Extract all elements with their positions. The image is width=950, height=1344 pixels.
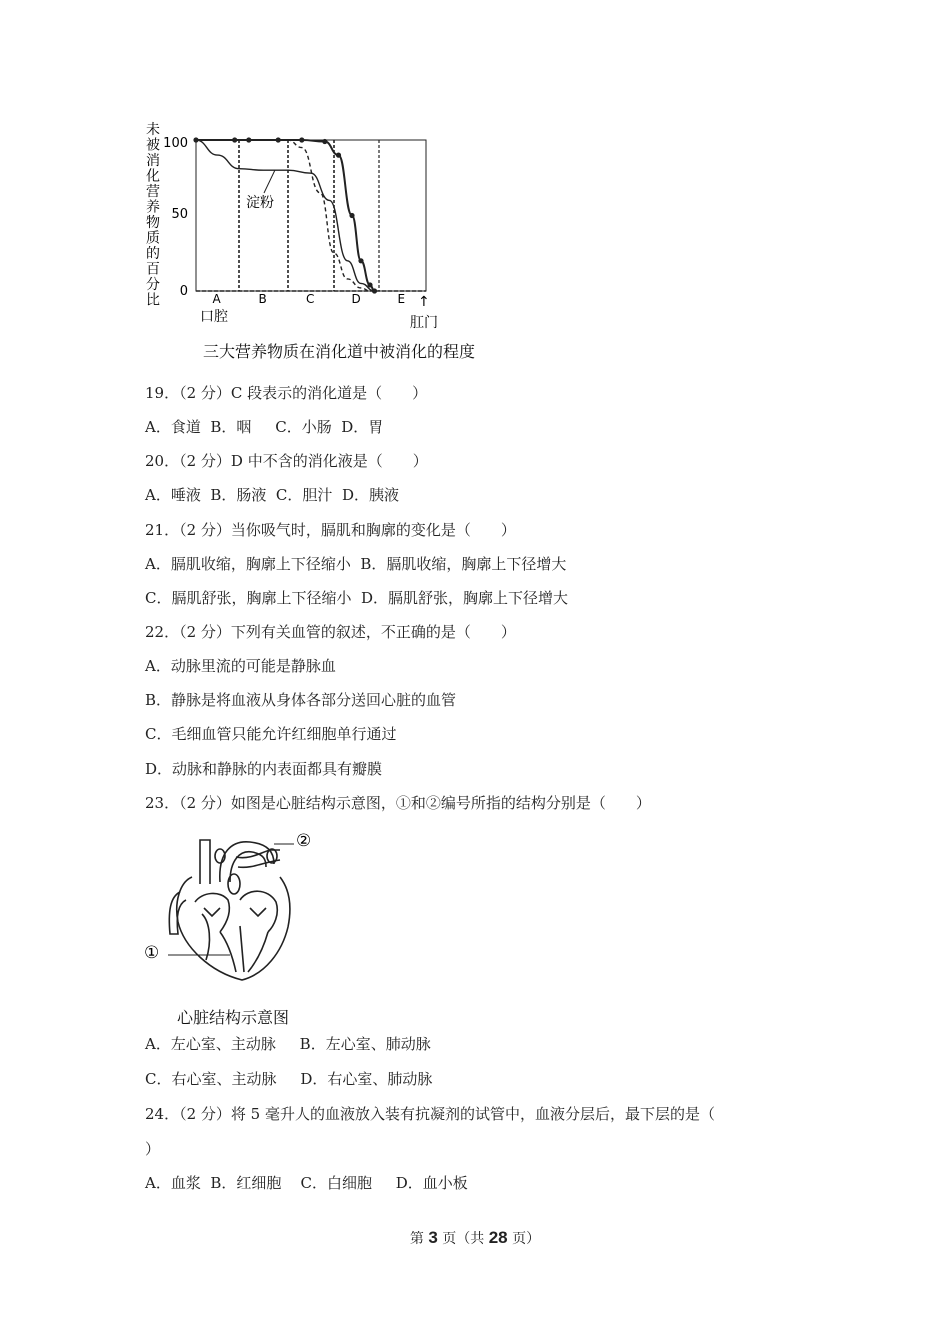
plot-frame [196,140,426,291]
series-point [372,288,377,293]
mouth-label: 口腔 [200,309,228,325]
ylabel-char: 营 [146,184,160,200]
ytick-50: 50 [171,207,188,222]
digestion-chart [140,118,510,368]
answer-option: A．动脉里流的可能是静脉血 [145,657,336,675]
series-point [358,258,363,263]
question-line: 20．（2 分）D 中不含的消化液是（ ） [145,452,428,470]
footer-prefix: 第 [409,1231,429,1247]
segment-label: D [351,292,361,306]
digestion-chart-svg [140,118,510,368]
series-point [322,139,327,144]
series-point [367,282,372,287]
total-pages: 28 [488,1228,508,1247]
series-line-3 [196,140,375,291]
question-line: 24．（2 分）将 5 毫升人的血液放入装有抗凝剂的试管中，血液分层后，最下层的是（ [145,1105,715,1123]
question-line: 22．（2 分）下列有关血管的叙述，不正确的是（ ） [145,623,516,641]
ylabel-char: 养 [146,199,160,216]
digestion-chart-caption: 三大营养物质在消化道中被消化的程度 [203,342,476,361]
series-point [232,137,237,142]
answer-option: C．毛细血管只能允许红细胞单行通过 [145,725,397,743]
ytick-100: 100 [163,136,188,151]
footer-suffix: 页） [507,1231,541,1247]
answer-options: C．膈肌舒张，胸廓上下径缩小 D．膈肌舒张，胸廓上下径增大 [145,589,569,607]
answer-option: B．静脉是将血液从身体各部分送回心脏的血管 [145,691,457,709]
ylabel-char: 化 [146,168,160,185]
label-1: ① [144,943,160,963]
anus-label: 肛门 [410,315,438,331]
question-line: 23．（2 分）如图是心脏结构示意图，①和②编号所指的结构分别是（ ） [145,794,651,812]
series-point [246,137,251,142]
segment-label: B [258,292,267,306]
ylabel-char: 的 [146,246,160,262]
ylabel-char: 百 [146,261,160,278]
answer-options: A．膈肌收缩，胸廓上下径缩小 B．膈肌收缩，胸廓上下径增大 [145,555,567,573]
starch-pointer [264,170,275,193]
ylabel-char: 未 [146,122,160,138]
segment-label: C [306,292,315,306]
ylabel-char: 质 [146,230,160,247]
answer-options: A．左心室、主动脉 B．左心室、肺动脉 [145,1035,431,1053]
ylabel-char: 比 [146,292,160,309]
heart-diagram-caption: 心脏结构示意图 [177,1008,290,1027]
answer-options: A．血浆 B．红细胞 C．白细胞 D．血小板 [145,1174,468,1192]
page-footer [0,1228,950,1248]
heart-diagram [140,822,330,992]
segment-label: E [397,292,406,306]
anus-arrow: ↑ [418,294,430,310]
segment-label: A [212,292,221,306]
series-point [336,153,341,158]
series-point [349,213,354,218]
ylabel-char: 被 [146,137,160,154]
starch-label: 淀粉 [246,195,274,211]
series-point [193,137,198,142]
series-point [276,137,281,142]
question-line-cont: ） [145,1140,161,1158]
current-page: 3 [428,1228,438,1247]
question-line: 21．（2 分）当你吸气时，膈肌和胸廓的变化是（ ） [145,521,516,539]
series-point [299,137,304,142]
ytick-0: 0 [179,284,188,299]
ylabel-char: 消 [146,153,160,169]
footer-middle: 页（共 [437,1231,489,1247]
series-line-2 [196,140,370,291]
question-line: 19．（2 分）C 段表示的消化道是（ ） [145,384,428,402]
answer-options: A．唾液 B．肠液 C．胆汁 D．胰液 [145,486,399,504]
answer-options: C．右心室、主动脉 D．右心室、肺动脉 [145,1070,433,1088]
ylabel-char: 物 [146,215,160,231]
answer-options: A．食道 B．咽 C．小肠 D．胃 [145,418,384,436]
label-2: ② [296,831,312,851]
ylabel-char: 分 [146,277,160,293]
series-line-1 [196,140,375,291]
answer-option: D．动脉和静脉的内表面都具有瓣膜 [145,760,383,778]
heart-diagram-svg [140,822,330,992]
